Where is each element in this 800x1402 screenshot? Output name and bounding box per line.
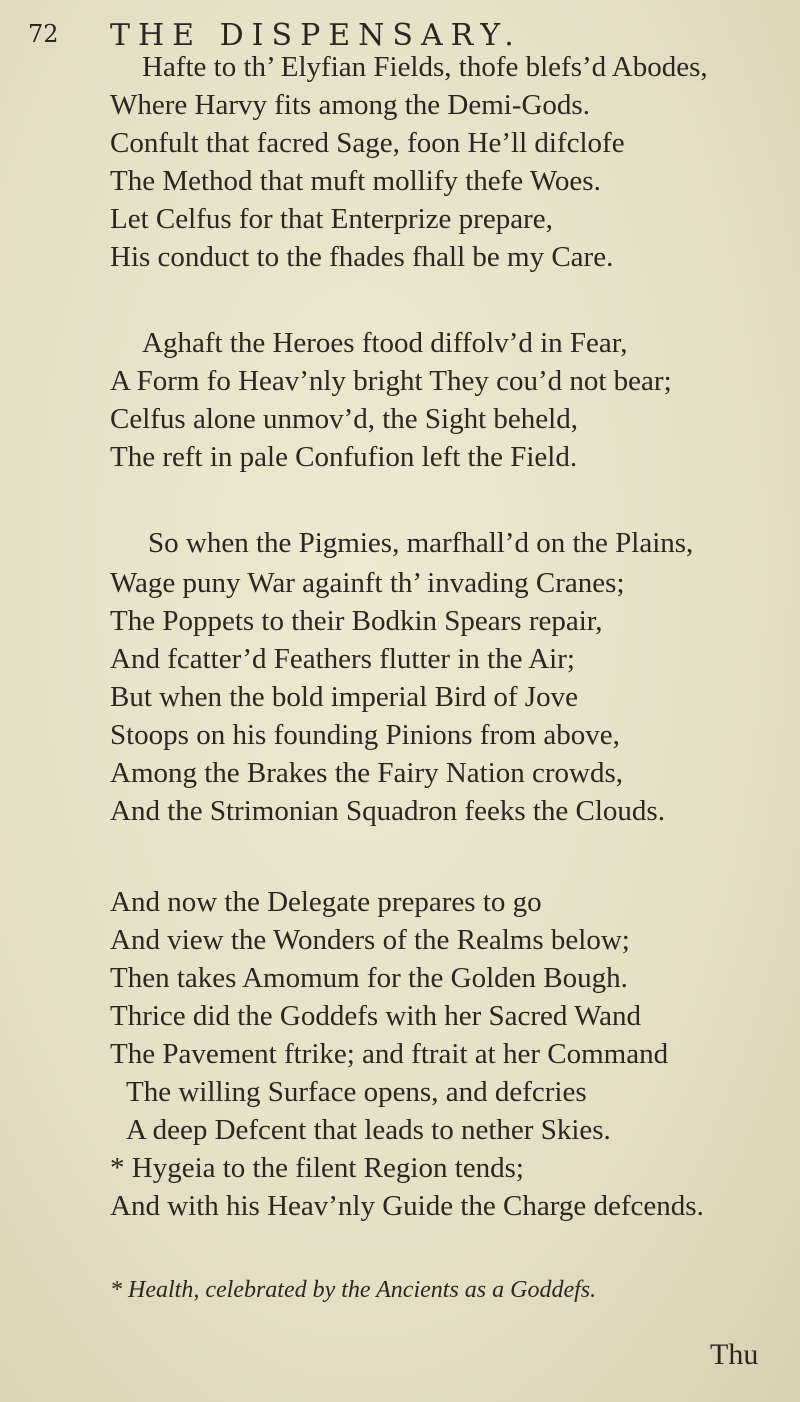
verse-line: The Pavement ftrike; and ftrait at her Command (110, 1038, 669, 1070)
verse-line: Then takes Amomum for the Golden Bough. (110, 962, 628, 994)
verse-line: Thrice did the Goddefs with her Sacred Wand (110, 1000, 642, 1032)
verse-line: A deep Defcent that leads to nether Skies. (126, 1114, 611, 1146)
verse-line: The willing Surface opens, and defcries (126, 1076, 587, 1108)
verse-line: And fcatter’d Feathers flutter in the Air; (110, 643, 575, 675)
verse-line: Among the Brakes the Fairy Nation crowds, (110, 757, 624, 789)
catchword: Thu (710, 1338, 759, 1371)
page-number: 72 (28, 20, 59, 48)
verse-line: The Poppets to their Bodkin Spears repair, (110, 605, 603, 637)
verse-line: A Form fo Heav’nly bright They cou’d not bear; (110, 365, 672, 397)
verse-line: The Method that muft mollify thefe Woes. (110, 165, 601, 197)
footnote: * Health, celebrated by the Ancients as a Goddefs. (110, 1277, 597, 1303)
verse-line: Hafte to th’ Elyfian Fields, thofe blefs’d Abodes, (142, 51, 708, 83)
verse-line: Where Harvy fits among the Demi-Gods. (110, 89, 590, 121)
verse-line: Confult that facred Sage, foon He’ll difclofe (110, 127, 625, 159)
verse-line: But when the bold imperial Bird of Jove (110, 681, 578, 713)
verse-line: His conduct to the fhades fhall be my Care. (110, 241, 614, 273)
verse-line: Aghaft the Heroes ftood diffolv’d in Fear, (142, 327, 628, 359)
verse-line: The reft in pale Confufion left the Field. (110, 441, 578, 473)
verse-line: Celfus alone unmov’d, the Sight beheld, (110, 403, 578, 435)
verse-line: And the Strimonian Squadron feeks the Clouds. (110, 795, 665, 827)
verse-line: And view the Wonders of the Realms below; (110, 924, 630, 956)
running-title: THE DISPENSARY. (110, 18, 522, 53)
verse-line: Let Celfus for that Enterprize prepare, (110, 203, 553, 235)
verse-line: And with his Heav’nly Guide the Charge defcends. (110, 1190, 704, 1222)
verse-line: Wage puny War againft th’ invading Cranes; (110, 567, 625, 599)
verse-line: So when the Pigmies, marfhall’d on the Plains, (148, 527, 694, 559)
verse-line: * Hygeia to the filent Region tends; (110, 1152, 524, 1184)
verse-line: And now the Delegate prepares to go (110, 886, 542, 918)
verse-line: Stoops on his founding Pinions from above, (110, 719, 620, 751)
